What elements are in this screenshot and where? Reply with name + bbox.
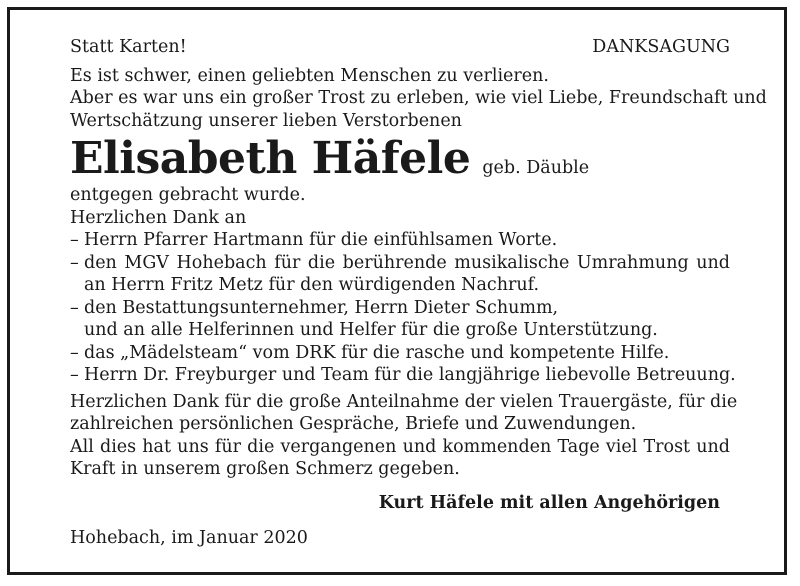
obituary-notice [70,36,767,549]
header-left: Statt Karten! [70,37,187,57]
intro-line: Wertschätzung unserer lieben Verstorbenen [70,110,462,131]
thanks-list [70,229,736,387]
header-row [70,36,730,59]
intro-line: Aber es war uns ein großer Trost zu erleben, wie viel Liebe, Freundschaft und [70,88,767,108]
closing-line: All dies hat uns für die vergangenen und kommenden Tage viel Trost und [70,436,730,457]
closing-line: Kraft in unserem großen Schmerz gegeben. [70,459,460,479]
after-name-text: entgegen gebracht wurde. [70,185,306,205]
list-item [70,364,736,387]
dash-marker: – [70,342,79,363]
place-date: Hohebach, im Januar 2020 [70,527,308,548]
signature: Kurt Häfele mit allen Angehörigen [378,492,720,513]
dash-marker: – [70,365,79,385]
intro-line: Es ist schwer, einen geliebten Menschen zu verlieren. [70,65,549,86]
list-item-line: den MGV Hohebach für die berührende musikalische Umrahmung und [84,252,730,273]
list-item [70,342,730,365]
list-item [70,297,730,342]
dash-marker: – [70,230,79,250]
closing-line: zahlreichen persönlichen Gespräche, Briefe und Zuwendungen. [70,414,637,434]
list-item-line: Herrn Pfarrer Hartmann für die einfühlsamen Worte. [84,230,558,250]
closing-text [70,391,738,481]
list-item-line: an Herrn Fritz Metz für den würdigenden Nachruf. [84,275,540,295]
closing-line: Herzlichen Dank für die große Anteilnahme der vielen Trauergäste, für die [70,391,738,412]
list-item-line: Herrn Dr. Freyburger und Team für die langjährige liebevolle Betreuung. [84,365,736,385]
dash-marker: – [70,252,79,273]
list-item [70,252,730,297]
dash-marker: – [70,297,79,318]
thanks-heading: Herzlichen Dank an [70,207,247,228]
header-right: DANKSAGUNG [592,37,730,57]
deceased-name-row [70,134,730,184]
list-item-line: und an alle Helferinnen und Helfer für die große Unterstützung. [84,320,658,340]
list-item-line: das „Mädelsteam“ vom DRK für die rasche und kompetente Hilfe. [84,342,670,363]
list-item-line: den Bestattungsunternehmer, Herrn Dieter Schumm, [84,297,559,318]
maiden-name: geb. Däuble [482,158,590,178]
intro-text [70,65,767,133]
list-item [70,229,730,252]
deceased-name: Elisabeth Häfele [70,133,471,184]
